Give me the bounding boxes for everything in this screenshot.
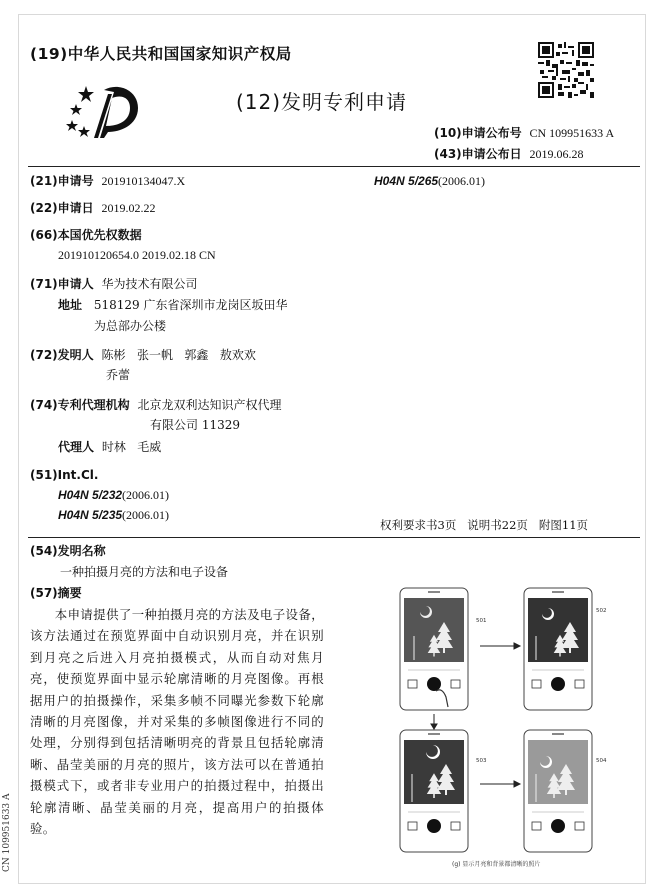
application-date-row [30, 199, 156, 217]
publication-date: 2019.06.28 [529, 147, 584, 161]
document-type: (12)发明专利申请 [236, 90, 408, 114]
ref-503: 503 [476, 758, 487, 764]
ipc-main-row [374, 172, 485, 190]
inventors-line-1: 陈彬 张一帆 郭鑫 敖欢欢 [101, 348, 256, 362]
application-date-label: (22)申请日 [30, 201, 94, 215]
applicant-row [30, 275, 198, 293]
figure-caption: (g) 显示月亮和背景都清晰的照片 [452, 861, 541, 868]
priority-data: 201910120654.0 2019.02.18 CN [58, 248, 216, 262]
ref-502: 502 [596, 608, 607, 614]
invention-title: 一种拍摄月亮的方法和电子设备 [60, 565, 229, 579]
int-cl-version: (2006.01) [122, 508, 170, 522]
int-cl-code: H04N 5/235 [58, 508, 123, 522]
applicant-label: (71)申请人 [30, 277, 94, 291]
int-cl-code: H04N 5/232 [58, 488, 123, 502]
int-cl-row-1 [58, 486, 169, 504]
side-code: CN 109951633 A [2, 793, 12, 872]
phone-screen-result [524, 730, 592, 852]
priority-label: (66)本国优先权数据 [30, 228, 142, 242]
office-title: (19)中华人民共和国国家知识产权局 [30, 45, 292, 63]
agency-line-2: 有限公司 11329 [150, 418, 240, 432]
header-divider [28, 166, 640, 167]
application-date: 2019.02.22 [101, 201, 156, 215]
publication-number: CN 109951633 A [529, 126, 615, 140]
agency-row [30, 396, 282, 414]
inventors-label: (72)发明人 [30, 348, 94, 362]
phone-screen-preview [400, 588, 468, 710]
address-line-1: 518129 广东省深圳市龙岗区坂田华 [93, 298, 288, 312]
address-line-2: 为总部办公楼 [94, 319, 167, 333]
ref-504: 504 [596, 758, 607, 764]
invention-title-label: (54)发明名称 [30, 544, 106, 558]
publication-date-row [434, 145, 584, 163]
phone-screen-moon-mode [524, 588, 592, 710]
abstract-text: 本申请提供了一种拍摄月亮的方法及电子设备，该方法通过在预览界面中自动识别月亮，并在识别到月亮之后进入月亮拍摄模式，从而自动对焦月亮，使预览界面中显示轮廓清晰的月亮图像。再根据用户的拍摄操作，采集多帧不同曝光参数下轮廓清晰的月亮图像，并对采集的多帧图像进行不同的处理，分别得到包括清晰明亮的背景且包括轮廓清晰、晶莹美丽的月亮的照片，该方法可以在普通拍摄模式下，或者非专业用户的拍摄过程中，拍摄出轮廓清晰、晶莹美丽的月亮，提高用户的拍摄体验。 [30, 607, 324, 837]
address-row [58, 296, 287, 314]
inventors-line-2: 乔蕾 [106, 368, 131, 382]
agency-line-1: 北京龙双利达知识产权代理 [137, 398, 282, 412]
application-number: 201910134047.X [101, 174, 186, 188]
agency-label: (74)专利代理机构 [30, 398, 130, 412]
qr-code [538, 42, 594, 98]
applicant: 华为技术有限公司 [101, 277, 198, 291]
agent: 时林 毛威 [101, 440, 162, 454]
cnipa-logo [64, 80, 148, 142]
agent-row [58, 438, 161, 456]
address-label: 地址 [58, 298, 83, 312]
ipc-main-code: H04N 5/265 [374, 174, 439, 188]
application-number-row [30, 172, 185, 190]
page-counts: 权利要求书3页 说明书22页 附图11页 [380, 518, 589, 532]
ipc-main-version: (2006.01) [438, 174, 486, 188]
publication-number-label: (10)申请公布号 [434, 126, 522, 140]
abstract-figure [396, 584, 636, 874]
int-cl-label: (51)Int.Cl. [30, 468, 99, 482]
publication-date-label: (43)申请公布日 [434, 147, 522, 161]
publication-number-row [434, 124, 614, 142]
agent-label: 代理人 [58, 440, 95, 454]
phone-screen-shooting [400, 730, 468, 852]
int-cl-row-2 [58, 506, 169, 524]
application-number-label: (21)申请号 [30, 174, 94, 188]
biblio-divider [28, 537, 640, 538]
inventors-row [30, 346, 256, 364]
ref-501: 501 [476, 618, 487, 624]
int-cl-version: (2006.01) [122, 488, 170, 502]
abstract-label: (57)摘要 [30, 586, 82, 600]
